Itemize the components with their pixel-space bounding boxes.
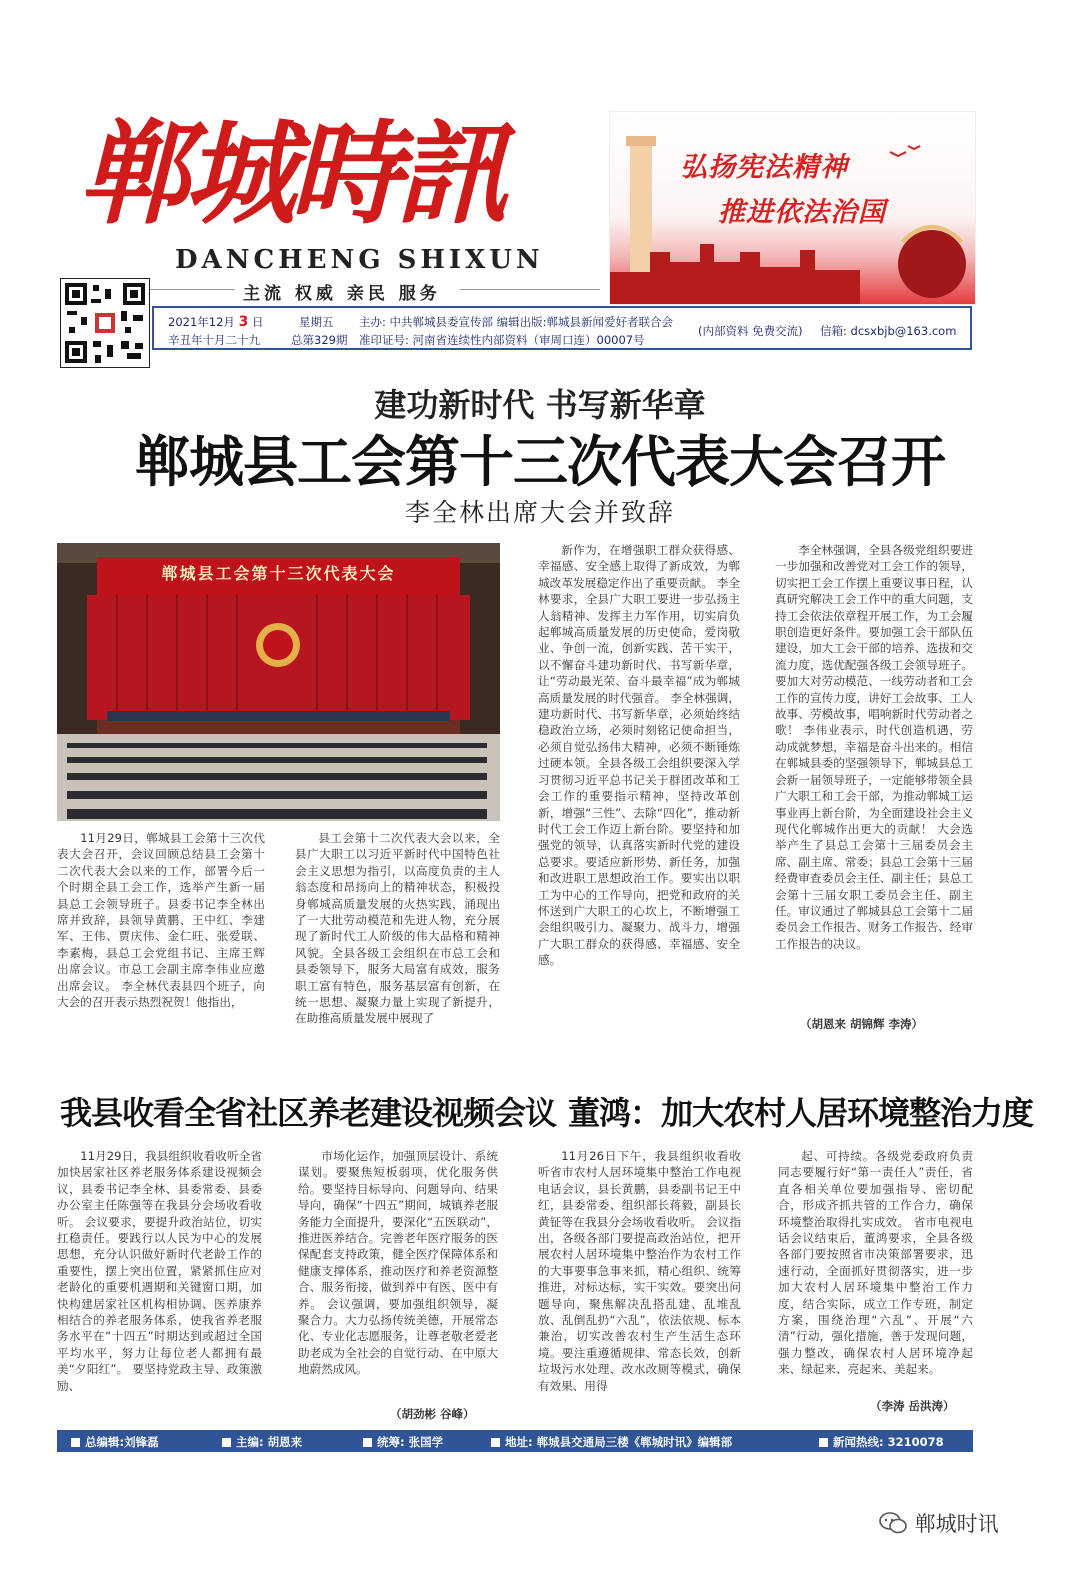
banner-line2: 推进依法治国 [718, 197, 886, 228]
lead-subhead: 李全林出席大会并致辞 [404, 498, 675, 527]
qr-code-icon [60, 278, 150, 368]
footer-planner: 统筹: 张国学 [363, 1434, 443, 1450]
story2-column-2: 市场化运作，加强顶层设计、系统谋划。要聚焦短板弱项，优化服务供给。要坚持目标导向、问题导向、结果导向，确保“十四五”期间，城镇养老服务能力全面提升，要深化“五医联动”，推进医养结合。完善老年医疗服务的医保配套支持政策，健全医疗保障体系和健康支撑体系，推动医疗和养老资源整合、服务衔接，做到养中有医、医中有养。 会议强调，要加强组织领导，凝聚合力。大力弘扬传统美德，开展常态化、专业化志愿服务，让尊老敬老爱老助老成为全社会的自觉行动、在中原大地蔚然成风。 [298, 1149, 498, 1377]
lead-kicker: 建功新时代 书写新华章 [374, 386, 706, 424]
footer-editor: 总编辑:刘锋磊 [71, 1434, 159, 1450]
lead-column-4: 李全林强调，全县各级党组织要进一步加强和改善党对工会工作的领导，切实把工会工作摆上重要议事日程，认真研究解决工会工作中的重大问题，支持工会依法依章程开展工作，为工会履职创造更好条件。要加强工会干部队伍建设，加大工会干部的培养、选拔和交流力度，选优配强各级工会领导班子。要加大对劳动模范、一线劳动者和工会工作的宣传力度，讲好工会故事、工人故事、劳模故事，唱响新时代劳动者之歌！ 李伟业表示，时代创造机遇，劳动成就梦想，幸福是奋斗出来的。相信在郸城县委的坚强领导下，郸城县总工会新一届领导班子，一定能够带领全县广大职工和工会干部，为推动郸城工运事业再上新台阶，为全面建设社会主义现代化郸城作出更大的贡献！ 大会选举产生了县总工会第十三届委员会主席、副主席、常委；县总工会第十三届经费审查委员会主任、副主任；县总工会第十三届女职工委员会主任、副主任。审议通过了郸城县总工会第十二届委员会工作报告、财务工作报告、经审工作报告的决议。 [775, 543, 973, 951]
story2-signature: （胡劲彬 谷峰） [390, 1407, 475, 1421]
masthead-pinyin: DANCHENG SHIXUN [175, 245, 544, 275]
lead-column-3: 新作为，在增强职工群众获得感、幸福感、安全感上取得了新成效，为郸城改革发展稳定作出了重要贡献。 李全林要求，全县广大职工要进一步弘扬主人翁精神、发挥主力军作用，切实肩负起郸城高质量发展的历史使命，爱岗敬业、争创一流，创新实践、苦干实干，以不懈奋斗建功新时代、书写新华章，让“劳动最光荣、奋斗最幸福”成为郸城高质量发展的时代强音。 李全林强调，建功新时代、书写新华章，必须始终结稳政治立场，必须时刻铭记使命担当，必须自觉弘扬伟大精神，必须不断锤炼过硬本领。全县各级工会组织要深入学习贯彻习近平总书记关于群团改革和工会工作的重要指示精神，坚持改革创新，增强“三性”、去除“四化”，推动新时代工会工作迈上新台阶。要坚持和加强党的领导，认真落实新时代党的建设总要求。要适应新形势、新任务，加强和改进职工思想政治工作。要实出以职工为中心的工作导向，把党和政府的关怀送到广大职工的心坎上，不断增强工会组织吸引力、凝聚力、战斗力，增强广大职工群众的获得感、幸福感、安全感。 [538, 543, 740, 968]
lead-column-1: 11月29日，郸城县工会第十三次代表大会召开，会议回顾总结县工会第十二次代表大会以来的工作，部署今后一个时期全县工会工作，选举产生新一届县总工会领导班子。县委书记李全林出席并致辞，县领导黄鹏、王中红、李建军、王伟、贾庆伟、金仁旺、张爱联、李素梅，县总工会党组书记、主席王辉出席会议。市总工会副主席李伟业应邀出席会议。 李全林代表县四个班子，向大会的召开表示热烈祝贺！他指出， [57, 831, 265, 1010]
story3-column-2: 起、可持续。各级党委政府负责同志要履行好“第一责任人”责任，省直各相关单位要加强指导、密切配合，形成齐抓共管的工作合力，确保环境整治取得扎实成效。 省市电视电话会议结束后，董鸿要求，全县各级各部门要按照省市决策部署要求，迅速行动，全面抓好贯彻落实，进一步加大农村人居环境集中整治工作力度，结合实际，成立工作专班，制定方案，围绕治理“六乱”、开展“六清”行动，强化措施，善于发现问题，强力整改，确保农村人居环境净起来、绿起来、亮起来、美起来。 [778, 1149, 973, 1377]
lead-headline: 郸城县工会第十三次代表大会召开 [134, 430, 945, 494]
footer-bar [57, 1430, 973, 1452]
story2-headline: 我县收看全省社区养老建设视频会议 [60, 1094, 557, 1132]
masthead-title: 郸城時訊 [78, 109, 502, 240]
issue-weekday: 星期五 [299, 315, 334, 329]
issue-email: 信箱: dcsxbjb@163.com [820, 324, 957, 338]
issue-day: 3 [238, 314, 249, 330]
footer-hotline: 新闻热线: 3210078 [819, 1434, 944, 1450]
banner-line1: 弘扬宪法精神 [680, 152, 848, 183]
story3-signature: （李涛 岳洪涛） [870, 1399, 955, 1413]
issue-lunar: 辛丑年十月二十九 [168, 333, 260, 347]
wechat-icon [878, 1511, 908, 1535]
lead-photo [57, 543, 500, 821]
divider [150, 289, 235, 290]
story3-column-1: 11月26日下午，我县组织收看收听省市农村人居环境集中整治工作电视电话会议，县长黄鹏，县委副书记王中红，县委常委、组织部长蒋毅，副县长黄钲等在我县分会场收看收听。 会议指出，各级各部门要提高政治站位，把开展农村人居环境集中整治作为农村工作的大事要事急事来抓，精心组织、统筹推进，对标达标，实干实效。要突出问题导向，聚焦解决乱搭乱建、乱堆乱放、乱倒乱扔“六乱”，依法依规、标本兼治，切实改善农村生产生活生态环境。要注重遵循规律、常态长效，创新垃圾污水处理、改水改厕等模式，确保有效果、用得 [538, 1149, 741, 1393]
issue-sponsor: 主办: 中共郸城县委宣传部 编辑出版:郸城县新闻爱好者联合会 [359, 315, 674, 329]
masthead-slogan: 主流 权威 亲民 服务 [243, 284, 441, 304]
footer-chief: 主编: 胡恩来 [222, 1434, 302, 1450]
story3-headline: 董鸿：加大农村人居环境整治力度 [568, 1094, 1034, 1132]
issue-license: 准印证号: 河南省连续性内部资料（审周口连）00007号 [359, 333, 645, 347]
issue-note: (内部资料 免费交流) [698, 324, 803, 338]
photo-banner-text: 郸城县工会第十三次代表大会 [161, 564, 396, 583]
lead-column-2: 县工会第十二次代表大会以来，全县广大职工以习近平新时代中国特色社会主义思想为指引，以高度负责的主人翁态度和昂扬向上的精神状态，积极投身郸城高质量发展的火热实践，涌现出了一大批劳动模范和先进人物，充分展现了新时代工人阶级的伟大品格和精神风貌。全县各级工会组织在市总工会和县委领导下，服务大局富有成效，服务职工富有特色，服务基层富有创新，在统一思想、凝聚力量上实现了新提升，在助推高质量发展中展现了 [295, 831, 500, 1026]
issue-date: 2021年12月 3 日 [168, 314, 264, 330]
issue-number: 总第329期 [291, 333, 348, 347]
watermark-text: 郸城时讯 [914, 1512, 999, 1536]
footer-address: 地址: 郸城县交通局三楼《郸城时讯》编辑部 [491, 1434, 732, 1450]
lead-signature: （胡恩来 胡锦辉 李涛） [800, 1017, 924, 1031]
promo-banner [609, 111, 976, 305]
story2-column-1: 11月29日，我县组织收看收听全省加快居家社区养老服务体系建设视频会议，县委书记李全林、县委常委、县委办公室主任陈强等在我县分会场收看收听。 会议要求，要提升政治站位，切实扛稳责任。要践行以人民为中心的发展思想，充分认识做好新时代老龄工作的重要性，摆上突出位置，紧紧抓住应对老龄化的重要机遇期和关键窗口期，加快构建居家社区机构相协调、医养康养相结合的养老服务体系，使我省养老服务水平在“十四五”时期达到或超过全国平均水平，努力让每位老人都拥有最美“夕阳红”。 要坚持党政主导、政策激励、 [57, 1149, 262, 1393]
divider [460, 289, 600, 290]
wechat-watermark [878, 1508, 999, 1538]
issue-info-box [152, 306, 972, 350]
